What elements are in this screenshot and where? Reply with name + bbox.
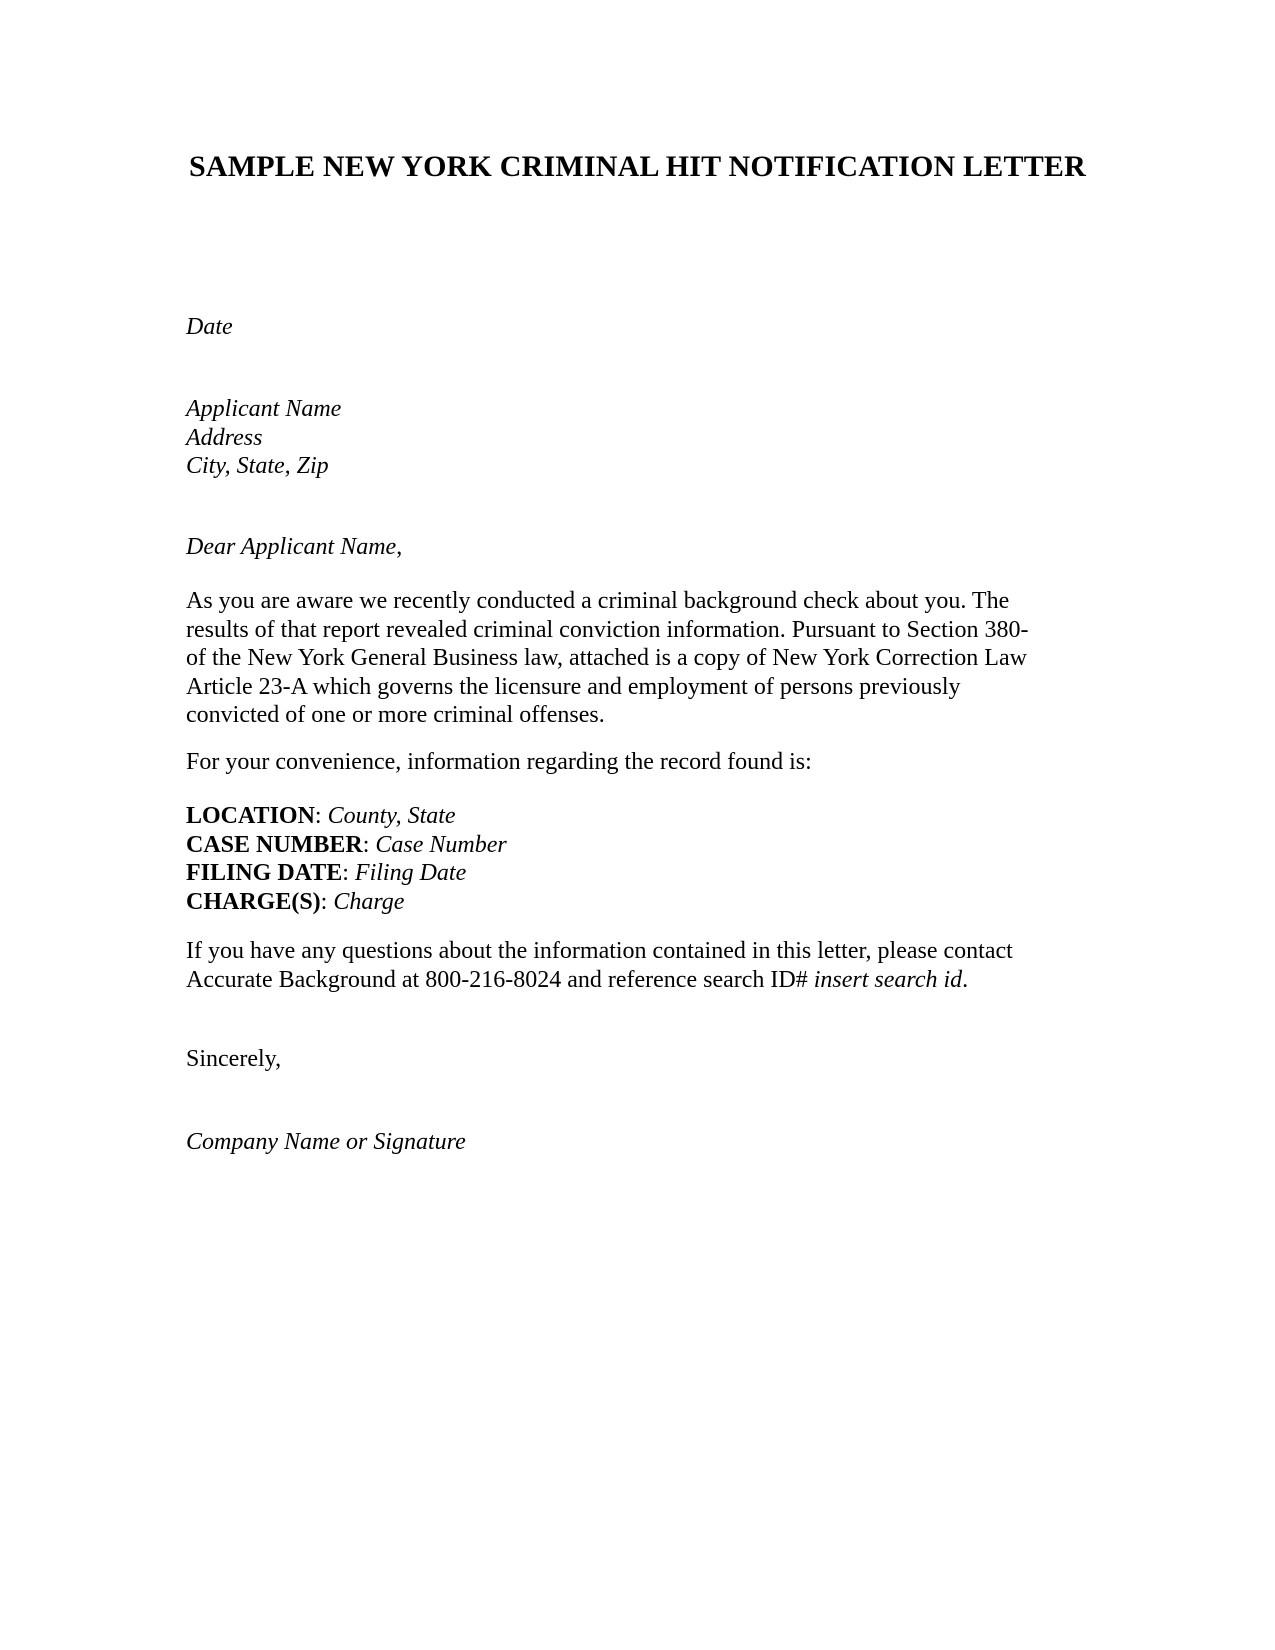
record-value: Case Number: [375, 831, 507, 858]
paragraph-line: Article 23-A which governs the licensure and employment of persons previously: [186, 673, 961, 700]
record-separator: :: [320, 888, 334, 915]
record-separator: :: [342, 860, 355, 887]
record-label: CHARGE(S): [186, 888, 321, 915]
record-value: Filing Date: [354, 860, 467, 887]
recipient-street: Address: [186, 424, 263, 451]
salutation: [186, 533, 402, 562]
paragraph-line: of the New York General Business law, attached is a copy of New York Correction Law: [186, 645, 1027, 672]
record-separator: :: [362, 831, 376, 858]
salutation-comma: ,: [396, 534, 403, 560]
body-paragraph-1: [186, 587, 1028, 730]
contact-text: Accurate Background at 800-216-8024 and reference search ID#: [186, 966, 814, 993]
paragraph-line: results of that report revealed criminal conviction information. Pursuant to Section 380-: [186, 616, 1029, 643]
record-value: County, State: [327, 803, 456, 829]
record-label: CASE NUMBER: [186, 831, 363, 858]
record-label: FILING DATE: [186, 860, 343, 887]
closing: Sincerely,: [186, 1046, 282, 1072]
record-details: [186, 802, 507, 916]
signature-placeholder: Company Name or Signature: [186, 1129, 466, 1155]
search-id-placeholder: insert search id: [813, 966, 963, 993]
record-separator: :: [314, 803, 328, 829]
record-charges: [186, 888, 507, 917]
recipient-name: Applicant Name: [186, 396, 342, 422]
body-paragraph-2: For your convenience, information regarding the record found is:: [186, 749, 812, 775]
recipient-address: [186, 395, 341, 481]
paragraph-line: [186, 966, 1013, 995]
body-paragraph-3: [186, 937, 1013, 994]
record-location: [186, 802, 507, 831]
paragraph-line: If you have any questions about the information contained in this letter, please contact: [186, 938, 1013, 964]
date-placeholder: Date: [186, 314, 233, 340]
record-label: LOCATION: [186, 803, 315, 829]
record-case-number: [186, 831, 507, 860]
paragraph-line: As you are aware we recently conducted a criminal background check about you. The: [186, 588, 1010, 614]
salutation-name: Dear Applicant Name: [186, 534, 397, 560]
page-title: SAMPLE NEW YORK CRIMINAL HIT NOTIFICATION LETTER: [189, 150, 1086, 183]
period: .: [962, 966, 969, 993]
recipient-city-state-zip: City, State, Zip: [186, 453, 329, 480]
record-value: Charge: [333, 888, 405, 915]
record-filing-date: [186, 859, 507, 888]
paragraph-line: convicted of one or more criminal offenses.: [186, 702, 605, 729]
